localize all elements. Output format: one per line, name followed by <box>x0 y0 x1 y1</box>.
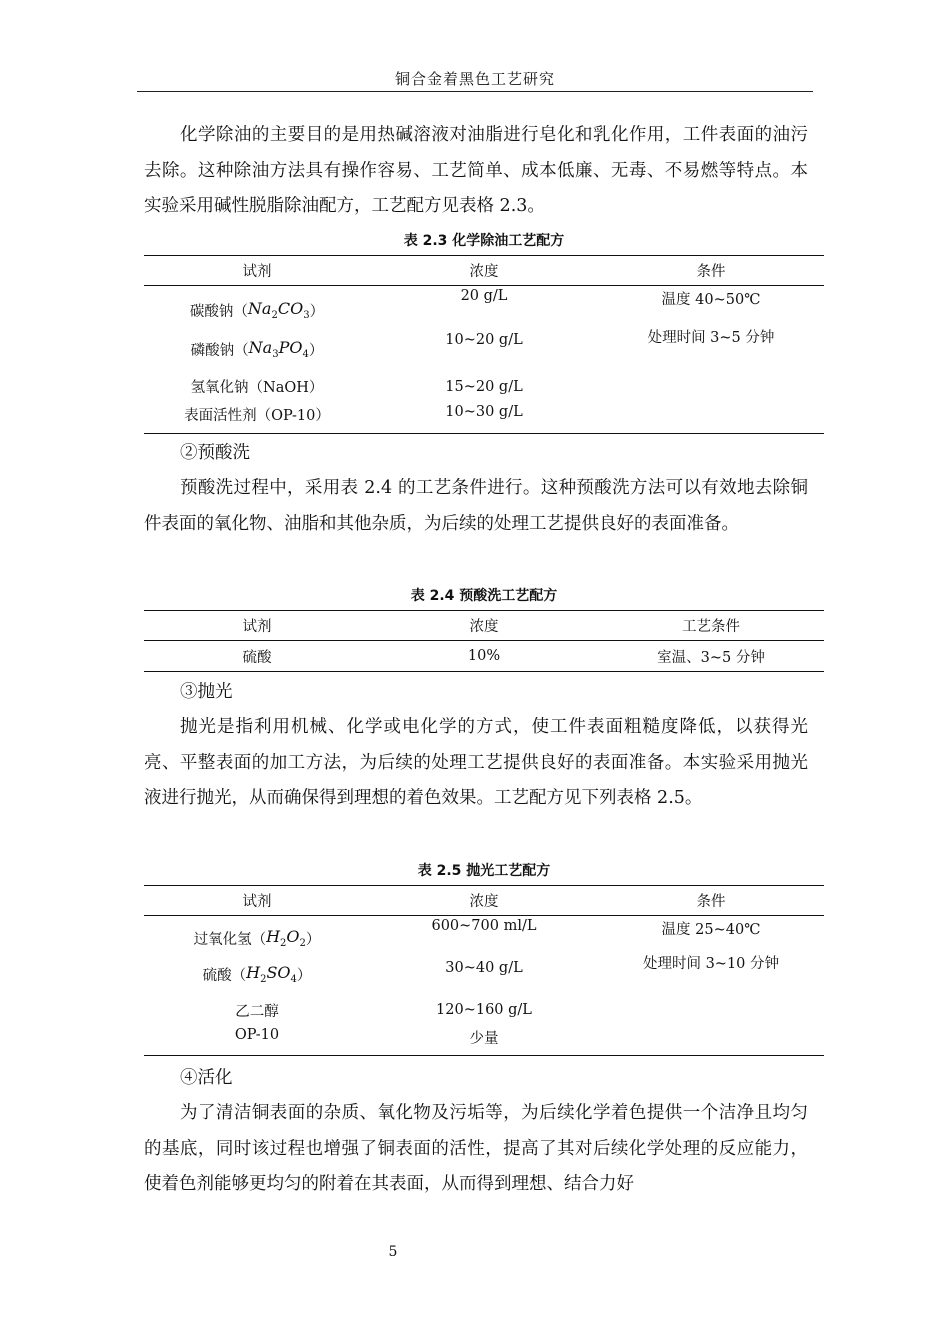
header-rule <box>137 91 813 92</box>
reagent-cell: 乙二醇 <box>235 1003 279 1020</box>
col-header-condition: 条件 <box>696 894 726 910</box>
table-2-3 <box>144 255 824 434</box>
paragraph-polishing: 抛光是指利用机械、化学或电化学的方式，使工件表面粗糙度降低，以获得光亮、平整表面的加工方法，为后续的处理工艺提供良好的表面准备。本实验采用抛光液进行抛光，从而确保得到理想的着色效果。工艺配方见下列表格 2.5。 <box>144 717 808 808</box>
table-row <box>144 286 824 326</box>
reagent-cell: 氢氧化钠（NaOH） <box>190 380 324 396</box>
reagent-cell: 表面活性剂（OP-10） <box>184 407 330 424</box>
table-2-5-caption: 表 2.5 抛光工艺配方 <box>417 863 551 879</box>
page-number: 5 <box>388 1244 398 1260</box>
table-row <box>144 1025 824 1056</box>
reagent-name: 碳酸钠（ <box>189 304 248 321</box>
table-2-5 <box>144 885 824 1056</box>
col-header-process-condition: 工艺条件 <box>682 619 740 635</box>
table-row <box>144 641 824 672</box>
concentration-cell: 少量 <box>469 1030 499 1047</box>
formula: $H_2SO_4$ <box>246 962 297 986</box>
paragraph-activation: 为了清洁铜表面的杂质、氧化物及污垢等，为后续化学着色提供一个洁净且均匀的基底，同时该过程也增强了铜表面的活性，提高了其对后续化学处理的反应能力，使着色剂能够更均匀的附着在其表面，从而得到理想、结合力好 <box>144 1103 808 1194</box>
running-header: 铜合金着黑色工艺研究 <box>394 70 555 88</box>
condition-cell: 温度 25~40℃ <box>661 922 761 938</box>
table-row <box>144 952 824 996</box>
table-row <box>144 996 824 1025</box>
col-header-reagent: 试剂 <box>242 894 272 910</box>
reagent-cell: 过氧化氢$(H_2O_2)$ <box>193 927 321 950</box>
paragraph-pre-pickling: 预酸洗过程中，采用表 2.4 的工艺条件进行。这种预酸洗方法可以有效地去除铜件表面的氧化物、油脂和其他杂质，为后续的处理工艺提供良好的表面准备。 <box>144 478 808 534</box>
condition-cell: 室温、3~5 分钟 <box>657 649 765 666</box>
concentration-cell: 10~20 g/L <box>445 331 523 348</box>
table-row <box>144 372 824 402</box>
col-header-condition: 条件 <box>696 264 726 280</box>
concentration-cell: 120~160 g/L <box>436 1002 532 1018</box>
table-row <box>144 402 824 434</box>
reagent-name: 过氧化氢（ <box>193 932 267 949</box>
concentration-cell: 15~20 g/L <box>445 378 523 395</box>
step-heading-pre-pickling: ②预酸洗 <box>180 443 250 463</box>
condition-cell: 处理时间 3~10 分钟 <box>642 955 780 972</box>
table-2-3-caption: 表 2.3 化学除油工艺配方 <box>403 233 565 249</box>
concentration-cell: 10% <box>467 648 501 664</box>
concentration-cell: 30~40 g/L <box>445 959 523 976</box>
col-header-concentration: 浓度 <box>469 264 499 280</box>
table-row <box>144 326 824 372</box>
col-header-reagent: 试剂 <box>242 619 272 635</box>
concentration-cell: 600~700 ml/L <box>431 918 537 934</box>
reagent-cell: 硫酸 <box>242 649 272 666</box>
reagent-cell: 磷酸钠$(Na_3PO_4)$ <box>190 337 324 361</box>
paragraph-degreasing: 化学除油的主要目的是用热碱溶液对油脂进行皂化和乳化作用，工件表面的油污去除。这种除油方法具有操作容易、工艺简单、成本低廉、无毒、不易燃等特点。本实验采用碱性脱脂除油配方，工艺配方见表格 2.3。 <box>144 125 808 216</box>
table-row <box>144 916 824 952</box>
col-header-reagent: 试剂 <box>242 264 272 280</box>
col-header-concentration: 浓度 <box>469 894 499 910</box>
formula: $H_2O_2$ <box>266 927 306 950</box>
reagent-cell: OP-10 <box>234 1026 280 1043</box>
table-2-4 <box>144 610 824 672</box>
condition-cell: 处理时间 3~5 分钟 <box>647 329 775 346</box>
reagent-name: 磷酸钠（ <box>190 342 249 359</box>
condition-cell: 温度 40~50℃ <box>661 292 761 308</box>
reagent-name: 硫酸（ <box>202 967 247 984</box>
concentration-cell: 20 g/L <box>460 288 508 304</box>
step-heading-polishing: ③抛光 <box>180 682 233 702</box>
reagent-cell: 碳酸钠$(Na_2CO_3)$ <box>189 299 325 322</box>
concentration-cell: 10~30 g/L <box>445 403 523 420</box>
reagent-cell: 硫酸$(H_2SO_4)$ <box>202 962 312 986</box>
table-2-4-caption: 表 2.4 预酸洗工艺配方 <box>410 588 558 604</box>
formula: $Na_3PO_4$ <box>248 337 309 361</box>
formula: $Na_2CO_3$ <box>247 299 310 322</box>
col-header-concentration: 浓度 <box>469 619 499 635</box>
step-heading-activation: ④活化 <box>180 1068 233 1088</box>
